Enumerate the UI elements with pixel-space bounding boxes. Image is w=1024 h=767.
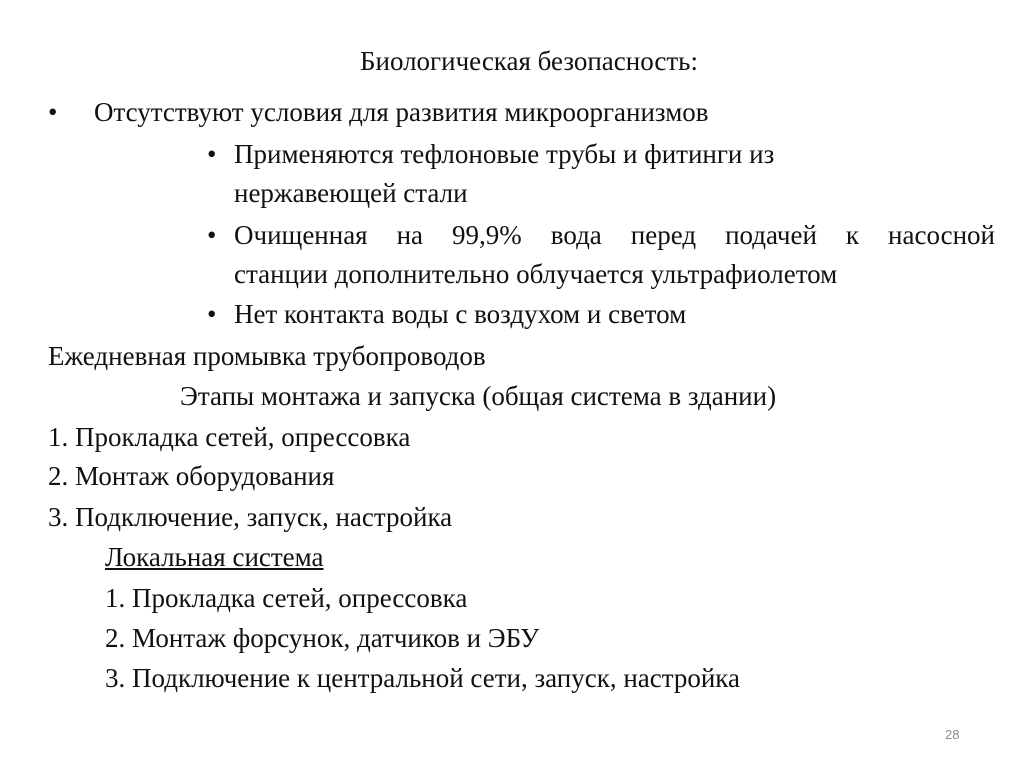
local-system-title: Локальная система	[105, 542, 324, 572]
local-stage-item: 3. Подключение к центральной сети, запуск, настройка	[105, 663, 741, 693]
slide-title: Биологическая безопасность:	[359, 46, 698, 76]
local-stage-item: 1. Прокладка сетей, опрессовка	[105, 583, 468, 613]
bullet-marker: •	[207, 220, 217, 250]
main-bullet	[48, 96, 709, 128]
sub-bullet-text: станции дополнительно облучается ультрафиолетом	[234, 259, 838, 289]
local-stage-item: 2. Монтаж форсунок, датчиков и ЭБУ	[105, 623, 540, 653]
stages-title: Этапы монтажа и запуска (общая система в здании)	[180, 381, 777, 411]
stage-item: 2. Монтаж оборудования	[48, 461, 335, 491]
sub-bullet-text: Нет контакта воды с воздухом и светом	[234, 299, 687, 329]
page-number: 28	[945, 727, 960, 742]
bullet-marker: •	[207, 139, 217, 169]
bullet-marker: •	[207, 299, 217, 329]
sub-bullet-text: Очищенная на 99,9% вода перед подачей к насосной	[234, 220, 995, 250]
daily-flush-text: Ежедневная промывка трубопроводов	[48, 341, 486, 371]
sub-bullet-text: нержавеющей стали	[234, 178, 468, 208]
stage-item: 1. Прокладка сетей, опрессовка	[48, 422, 411, 452]
bullet-marker: •	[48, 97, 58, 127]
sub-bullet-text: Применяются тефлоновые трубы и фитинги из	[234, 139, 775, 169]
main-bullet-text: Отсутствуют условия для развития микроорганизмов	[94, 97, 709, 127]
stage-item: 3. Подключение, запуск, настройка	[48, 502, 453, 532]
